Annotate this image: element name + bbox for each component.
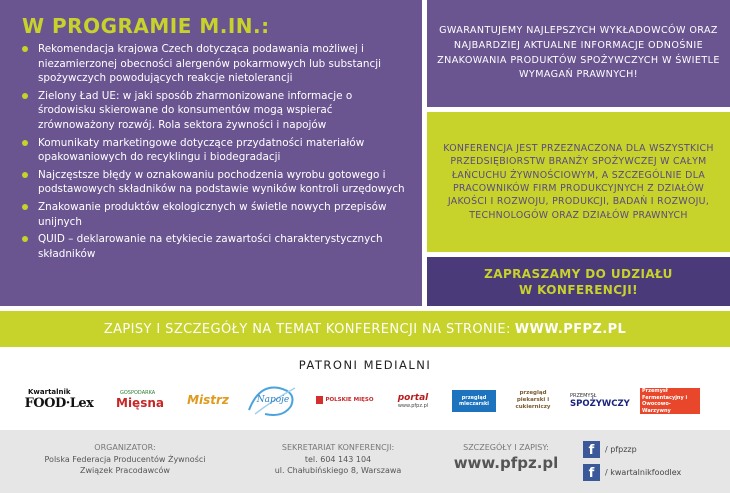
registration-text: ZAPISY I SZCZEGÓŁY NA TEMAT KONFERENCJI NA STRONIE: <box>103 321 511 337</box>
program-item-text: Zielony Ład UE: w jaki sposób zharmonizowane informacje o środowisku skierowane do konsumentów mogą wspierać zrównoważony rozwój. Rola sektora żywności i napojów <box>38 89 353 131</box>
organizer-subname: Związek Pracodawców <box>80 466 170 475</box>
guarantee-text: GWARANTUJEMY NAJLEPSZYCH WYKŁADOWCÓW ORAZ NAJBARDZIEJ AKTUALNE INFORMACJE ODNOŚNIE ZNAKOWANIA PRODUKTÓW SPOŻYWCZYCH W ŚWIETLE WYMAGAŃ PRAWNYCH! <box>437 25 720 81</box>
program-item-text: Rekomendacja krajowa Czech dotycząca podawania możliwej i niezamierzonej obecności alergenów pokarmowych lub substancji spożywczych powodujących reakcje nietolerancji <box>38 43 381 85</box>
program-item-text: Znakowanie produktów ekologicznych w świetle nowych przepisów unijnych <box>38 200 387 228</box>
facebook-link-foodlex[interactable]: f / kwartalnikfoodlex <box>583 464 681 481</box>
organizer-block <box>20 442 230 477</box>
program-item <box>22 232 408 261</box>
bullet-dot-icon <box>22 46 28 52</box>
przemysl-fermentacyjny-logo[interactable]: Przemysł Fermentacyjny i Owocowo-Warzywny <box>640 388 700 414</box>
polskie-mieso-logo[interactable]: POLSKIE MIĘSO <box>316 392 374 408</box>
patrons-title: PATRONI MEDIALNI <box>298 358 432 372</box>
footer <box>0 430 730 493</box>
organizer-name: Polska Federacja Producentów Żywności <box>44 454 206 464</box>
przeglad-piekarski-logo[interactable]: przegląd piekarski i cukierniczy <box>515 389 551 410</box>
program-item-text: QUID – deklarowanie na etykiecie zawartości charakterystycznych składników <box>38 233 383 260</box>
program-item-text: Komunikaty marketingowe dotyczące przydatności materiałów opakowaniowych do recyklingu i biodegradacji <box>38 136 365 164</box>
polskie-mieso-flag-icon <box>316 396 323 404</box>
organizer-label: ORGANIZATOR: <box>94 443 156 452</box>
bullet-dot-icon <box>22 172 28 178</box>
bullet-dot-icon <box>22 93 28 99</box>
guarantee-box <box>427 0 730 107</box>
details-block <box>444 442 568 472</box>
portal-logo[interactable]: portal www.pfpz.pl <box>397 393 429 409</box>
bullet-dot-icon <box>22 204 28 210</box>
mistrz-logo[interactable]: Mistrz <box>187 393 229 407</box>
secretariat-address: ul. Chałubińskiego 8, Warszawa <box>274 466 402 475</box>
program-item <box>22 89 408 133</box>
registration-link[interactable]: WWW.PFPZ.PL <box>514 321 627 337</box>
program-item <box>22 168 408 197</box>
program-item <box>22 42 408 86</box>
bullet-dot-icon <box>22 236 28 242</box>
invite-line-2: W KONFERENCJI! <box>518 282 639 297</box>
secretariat-phone: tel. 604 143 104 <box>304 454 372 464</box>
invite-box <box>427 257 730 306</box>
details-link[interactable]: www.pfpz.pl <box>453 453 559 472</box>
patrons-logos <box>24 380 708 420</box>
facebook-icon: f <box>583 464 600 481</box>
program-item <box>22 136 408 165</box>
details-label: SZCZEGÓŁY I ZAPISY: <box>463 443 549 452</box>
audience-box <box>427 112 730 252</box>
napoje-logo[interactable]: Napoje <box>245 380 301 420</box>
invite-line-1: ZAPRASZAMY DO UDZIAŁU <box>484 266 673 281</box>
program-title: W PROGRAMIE M.IN.: <box>22 14 270 38</box>
program-item-text: Najczęstsze błędy w oznakowaniu pochodzenia wyrobu gotowego i podstawowych składników na podstawie wyników kontroli urzędowych <box>38 168 405 196</box>
przeglad-mleczarski-logo[interactable]: przegląd mleczarski <box>452 390 496 412</box>
gospodarka-miesna-logo[interactable]: GOSPODARKA Mięsna <box>116 390 164 410</box>
audience-text: KONFERENCJA JEST PRZEZNACZONA DLA WSZYSTKICH PRZEDSIĘBIORSTW BRANŻY SPOŻYWCZEJ W CAŁYM ŁAŃCUCHU ŻYWNOŚCIOWYM, A SZCZEGÓLNIE DLA PRACOWNIKÓW FIRM PRODUKCYJNYCH Z DZIAŁÓW JAKOŚCI I ROZWOJU, PRODUKCJI, BADAŃ I ROZWOJU, TECHNOLOGÓW ORAZ DZIAŁÓW PRAWNYCH <box>443 143 714 221</box>
przemysl-spozywczy-logo[interactable]: PRZEMYSŁ SPOŻYWCZY <box>570 393 630 409</box>
program-panel <box>0 0 422 306</box>
registration-bar <box>0 311 730 347</box>
facebook-link-pfpzzp[interactable]: f / pfpzzp <box>583 441 637 458</box>
secretariat-block <box>248 442 428 477</box>
secretariat-label: SEKRETARIAT KONFERENCJI: <box>281 443 395 452</box>
bullet-dot-icon <box>22 140 28 146</box>
program-item <box>22 200 408 229</box>
program-list <box>22 42 408 261</box>
facebook-icon: f <box>583 441 600 458</box>
foodlex-logo[interactable]: Kwartalnik FOOD·Lex <box>24 387 94 411</box>
